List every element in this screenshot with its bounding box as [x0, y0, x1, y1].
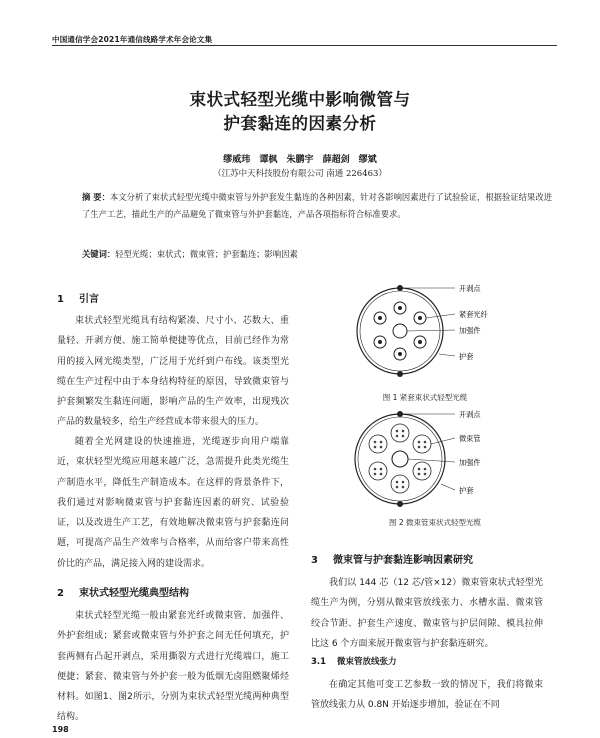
- figure-1-label: 护套: [459, 352, 474, 361]
- micro-tube: [413, 435, 431, 453]
- rip-point-bottom: [397, 501, 403, 507]
- section-number: 1: [57, 294, 64, 305]
- micro-tube: [413, 462, 431, 480]
- section-2-paragraph-1: 束状式轻型光缆一般由紧套光纤或微束管、加强件、外护套组成；紧套或微束管与外护套之间无任何填充，护套两侧有凸起开剥点，采用撕裂方式进行光缆端口，施工便捷；紧套、微束管与外护套一般为低烟无卤阻燃聚烯烃材料。如图1、图2所示，分别为束状式轻型光缆两种典型结构。: [57, 611, 289, 723]
- rip-point-top: [397, 411, 403, 417]
- micro-tube: [369, 435, 387, 453]
- section-title: 引言: [79, 294, 99, 305]
- leader-line: [439, 354, 455, 356]
- figure-1-label: 开剥点: [459, 284, 481, 293]
- abstract: [82, 189, 552, 223]
- subsection-title: 微束管放线张力: [337, 657, 397, 667]
- figure-2-label: 加强件: [459, 458, 481, 467]
- header-divider: [52, 45, 557, 46]
- section-title: 微束管与护套黏连影响因素研究: [333, 555, 473, 566]
- subsection-number: 3.1: [311, 657, 327, 667]
- section-3-heading: [311, 551, 473, 566]
- sheath-inner: [360, 291, 440, 371]
- strength-member: [393, 324, 407, 338]
- journal-header: 中国通信学会2021年通信线路学术年会论文集: [52, 35, 213, 44]
- paper-title-line2: 护套黏连的因素分析: [223, 114, 377, 133]
- section-number: 3: [311, 555, 318, 566]
- section-1-paragraph-2: 随着全光网建设的快速推进，光缆逐步向用户端靠近，束状轻型光缆应用越来越广泛，急需提升此类光缆生产制造水平，降低生产制造成本。在这样的背景条件下，我们通过对影响微束管与护套黏连因素的研究、试验验证，以及改进生产工艺，有效地解决微束管与护套黏连问题，可提高产品生产效率与合格率，从而给客户带来高性价比的产品，满足接入网的建设需求。: [57, 437, 289, 569]
- rip-point-top: [397, 285, 403, 291]
- page-number: 198: [52, 725, 69, 734]
- figure-1-label: 加强件: [459, 326, 481, 335]
- leader-line: [441, 484, 455, 490]
- micro-tube: [391, 475, 409, 493]
- abstract-text: 本文分析了束状式轻型光缆中微束管与外护套发生黏连的各种因素，针对各影响因素进行了试验验证，根据验证结果改进了生产工艺，描此生产的产品避免了微束管与外护套黏连，产品各项指标符合标准要求。: [82, 192, 553, 219]
- figure-2-label: 开剥点: [459, 410, 481, 419]
- affiliation: （江苏中天科技股份有限公司 南通 226463）: [213, 169, 387, 179]
- strength-member: [392, 451, 408, 467]
- figure-2-diagram: [345, 408, 550, 510]
- subsection-3-1-heading: [311, 655, 397, 667]
- micro-tube: [391, 424, 409, 442]
- figure-2-label: 护套: [459, 486, 474, 495]
- sheath-inner: [358, 417, 442, 501]
- section-1-paragraph-1: 束状式轻型光缆具有结构紧凑、尺寸小、芯数大、重量轻、开剥方便、施工简单便捷等优点，目前已经作为常用的接入网光缆类型，广泛用于光纤到户布线。该类型光缆在生产过程中由于本身结构特征的原因，导致微束管与护套频繁发生黏连问题，影响产品的生产效率，出现残次产品的数量较多，给生产经营成本带来很大的压力。: [57, 316, 289, 428]
- author-list: 缪威玮 谭枫 朱鹏宇 薛超剑 缪斌: [223, 155, 377, 165]
- keywords-label: 关键词：: [82, 249, 116, 259]
- cable-sheath: [357, 288, 443, 374]
- rip-point-bottom: [397, 371, 403, 377]
- section-1-heading: [57, 290, 99, 305]
- leader-line: [408, 459, 455, 462]
- abstract-label: 摘 要：: [82, 192, 110, 202]
- leader-line: [407, 330, 455, 331]
- section-2-heading: [57, 584, 189, 599]
- micro-tube: [369, 462, 387, 480]
- keywords: [82, 248, 552, 260]
- section-title: 束状式轻型光缆典型结构: [79, 588, 189, 599]
- figure-2-label: 微束管: [459, 434, 481, 443]
- paper-title-line1: 束状式轻型光缆中影响微管与: [189, 90, 411, 109]
- section-3-1-paragraph-1: 在确定其他可变工艺参数一致的情况下，我们将微束管放线张力从 0.8N 开始逐步增加，验证在不同: [311, 680, 543, 711]
- figure-2-caption: 图 2 微束管束状式轻型光缆: [388, 518, 482, 527]
- figure-1-diagram: [345, 284, 550, 384]
- figure-1-caption: 图 1 紧套束状式轻型光缆: [382, 393, 468, 402]
- figure-1-label: 紧套光纤: [459, 310, 488, 319]
- section-number: 2: [57, 588, 64, 599]
- keywords-text: 轻型光缆；束状式；微束管；护套黏连；影响因素: [115, 249, 298, 259]
- cable-sheath: [355, 414, 445, 504]
- leader-line: [431, 438, 455, 444]
- section-3-paragraph-1: 我们以 144 芯（12 芯/管×12）微束管束状式轻型光缆生产为例，分别从微束管放线张力、水槽水温、微束管绞合节距、护套生产速度、微束管与护层间隙、模具拉伸比这 6 个方面来展开微束管与护套黏连研究。: [311, 578, 543, 649]
